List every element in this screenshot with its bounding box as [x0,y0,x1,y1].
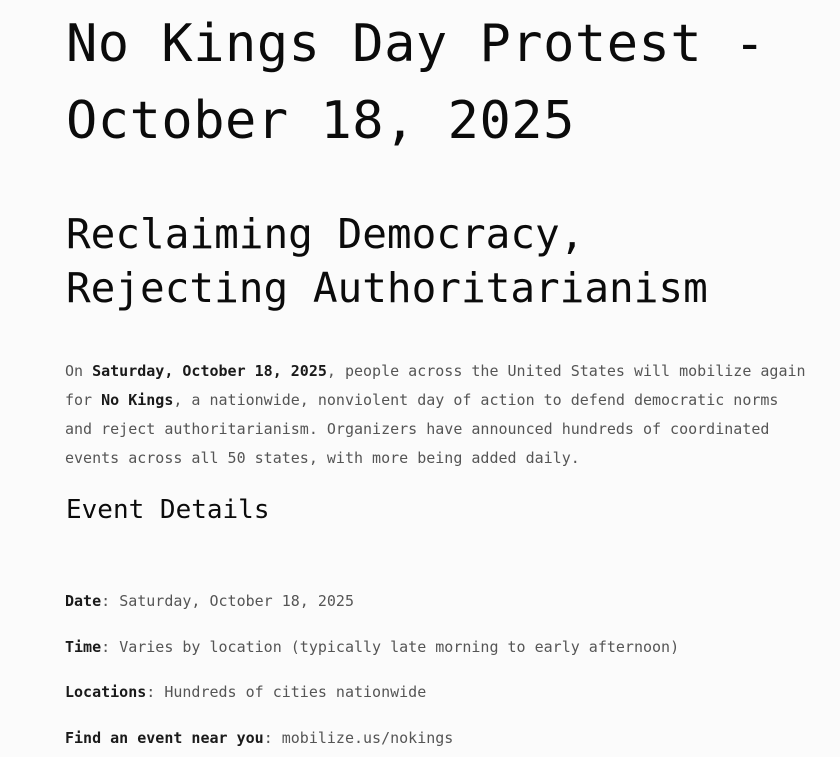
detail-separator: : [146,683,165,701]
detail-locations-value: Hundreds of cities nationwide [164,683,427,701]
detail-separator: : [101,592,120,610]
intro-prefix: On [65,362,93,380]
event-link[interactable]: mobilize.us/nokings [281,729,454,747]
detail-date-label: Date [65,592,102,610]
intro-paragraph [65,357,806,473]
detail-time-label: Time [65,638,102,656]
detail-time [65,637,679,657]
detail-locations [65,682,426,702]
detail-time-value: Varies by location (typically late morning to early afternoon) [119,638,680,656]
page-title: No Kings Day Protest - October 18, 2025 [66,14,766,151]
intro-event-name: No Kings [101,391,174,409]
detail-find-label: Find an event near you [65,729,264,747]
article [66,0,806,527]
detail-separator: : [101,638,120,656]
intro-middle: , people across the United States will mobilize again for [65,362,806,409]
page-subtitle: Reclaiming Democracy, Rejecting Authoritarianism [66,210,708,312]
detail-date [65,591,354,611]
event-details-heading: Event Details [66,495,270,525]
intro-suffix: , a nationwide, nonviolent day of action to defend democratic norms and reject authoritarianism. Organizers have announced hundreds of coordinated events across all 50 states, with more being added daily. [65,391,779,467]
detail-locations-label: Locations [65,683,147,701]
detail-date-value: Saturday, October 18, 2025 [119,592,354,610]
detail-separator: : [263,729,282,747]
intro-date: Saturday, October 18, 2025 [92,362,327,380]
detail-find-event [65,728,453,748]
